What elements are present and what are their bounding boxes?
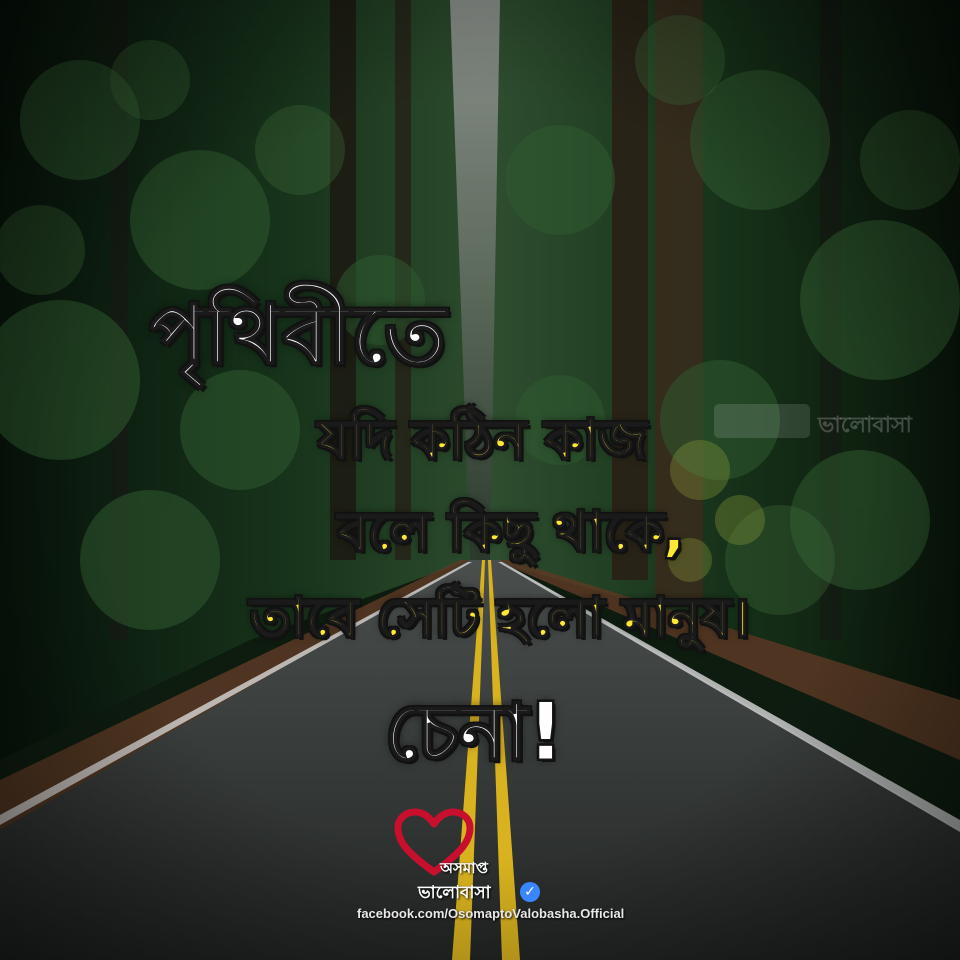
facebook-page-url: facebook.com/OsomaptoValobasha.Official bbox=[357, 906, 625, 921]
quote-title: পৃথিবীতে bbox=[150, 288, 446, 383]
watermark-text: ভালোবাসা bbox=[818, 413, 912, 438]
quote-line-1: যদি কঠিন কাজ bbox=[318, 408, 647, 471]
brand-name-line-2: ভালোবাসা bbox=[418, 883, 491, 903]
quote-line-3: তাবে সেটি হলো মানুষ। bbox=[250, 586, 750, 649]
verified-badge-icon: ✓ bbox=[520, 882, 540, 902]
quote-punchline: চেনা! bbox=[385, 688, 564, 778]
quote-line-2: বলে কিছু থাকে, bbox=[338, 500, 685, 563]
brand-name-line-1: অসমাপ্ত bbox=[440, 859, 488, 877]
watermark-box bbox=[714, 404, 810, 438]
